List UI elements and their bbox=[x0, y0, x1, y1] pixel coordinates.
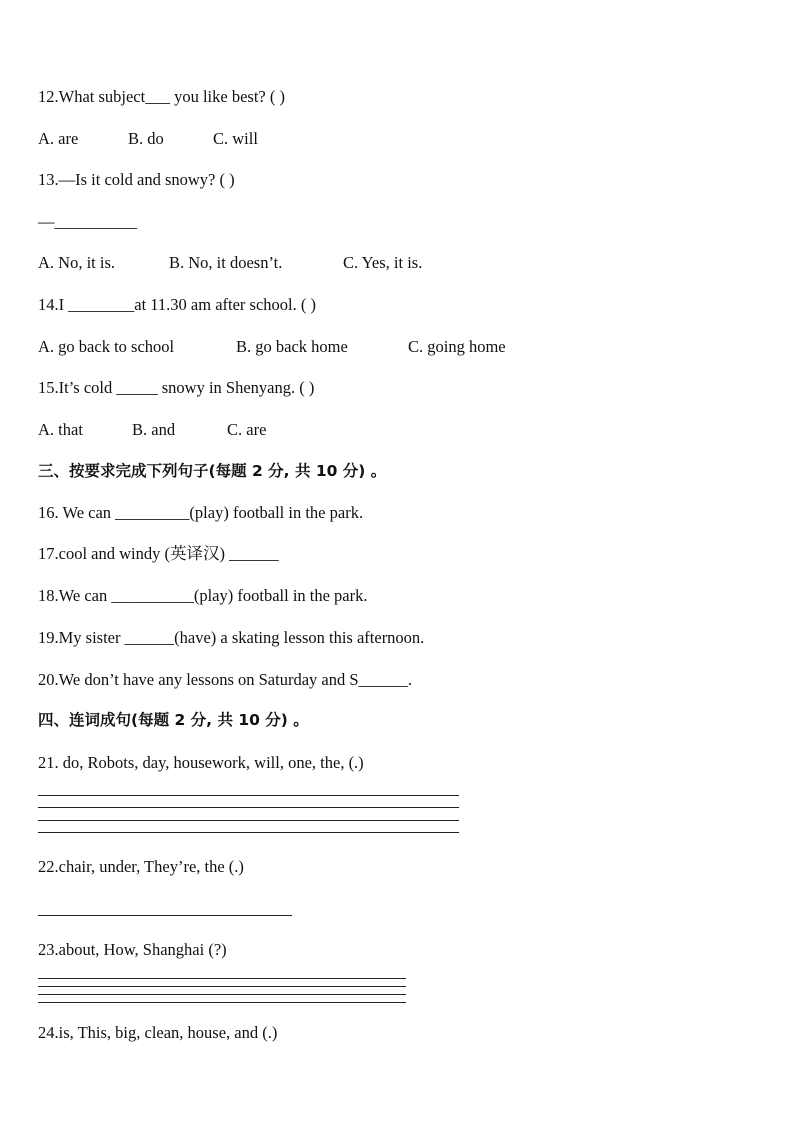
q13-option-b[interactable]: B. No, it doesn’t. bbox=[169, 253, 283, 272]
q13-answer-line[interactable]: —__________ bbox=[38, 212, 137, 231]
q15-option-c[interactable]: C. are bbox=[227, 420, 267, 439]
q23-answer-rule-4[interactable] bbox=[38, 1002, 406, 1003]
q21-answer-rule-1[interactable] bbox=[38, 795, 459, 796]
q15-option-a[interactable]: A. that bbox=[38, 420, 83, 439]
question-20: 20.We don’t have any lessons on Saturday and S______. bbox=[38, 670, 413, 689]
question-17: 17.cool and windy (英译汉) ______ bbox=[38, 544, 279, 563]
q13-option-a[interactable]: A. No, it is. bbox=[38, 253, 116, 272]
q21-answer-rule-2[interactable] bbox=[38, 807, 459, 808]
q12-stem-pre: 12.What subject bbox=[38, 87, 146, 106]
q22-answer-rule[interactable] bbox=[38, 915, 292, 916]
q15-option-b[interactable]: B. and bbox=[132, 420, 176, 439]
q21-answer-rule-4[interactable] bbox=[38, 832, 459, 833]
q12-blank[interactable]: ___ bbox=[145, 87, 170, 106]
question-18: 18.We can __________(play) football in the park. bbox=[38, 586, 368, 605]
q21-answer-rule-3[interactable] bbox=[38, 820, 459, 821]
question-15: 15.It’s cold _____ snowy in Shenyang. ( ) bbox=[38, 378, 315, 397]
question-22: 22.chair, under, They’re, the (.) bbox=[38, 857, 244, 876]
q23-answer-rule-2[interactable] bbox=[38, 986, 406, 987]
q14-option-c[interactable]: C. going home bbox=[408, 337, 506, 356]
q14-option-b[interactable]: B. go back home bbox=[236, 337, 348, 356]
question-12 bbox=[38, 87, 285, 107]
question-16: 16. We can _________(play) football in the park. bbox=[38, 503, 364, 522]
question-19: 19.My sister ______(have) a skating lesson this afternoon. bbox=[38, 628, 425, 647]
question-21: 21. do, Robots, day, housework, will, one, the, (.) bbox=[38, 753, 364, 772]
q12-option-b[interactable]: B. do bbox=[128, 129, 164, 148]
q23-answer-rule-1[interactable] bbox=[38, 978, 406, 979]
section-3-heading: 三、按要求完成下列句子(每题 2 分, 共 10 分) 。 bbox=[38, 462, 387, 480]
question-23: 23.about, How, Shanghai (?) bbox=[38, 940, 227, 959]
question-14: 14.I ________at 11.30 am after school. ( ) bbox=[38, 295, 316, 314]
q12-option-a[interactable]: A. are bbox=[38, 129, 79, 148]
section-4-heading: 四、连词成句(每题 2 分, 共 10 分) 。 bbox=[38, 711, 309, 729]
q13-option-c[interactable]: C. Yes, it is. bbox=[343, 253, 423, 272]
question-13: 13.—Is it cold and snowy? ( ) bbox=[38, 170, 235, 189]
q14-option-a[interactable]: A. go back to school bbox=[38, 337, 175, 356]
q23-answer-rule-3[interactable] bbox=[38, 994, 406, 995]
question-24: 24.is, This, big, clean, house, and (.) bbox=[38, 1023, 278, 1042]
q12-option-c[interactable]: C. will bbox=[213, 129, 258, 148]
q12-stem-post: you like best? ( ) bbox=[169, 87, 285, 106]
